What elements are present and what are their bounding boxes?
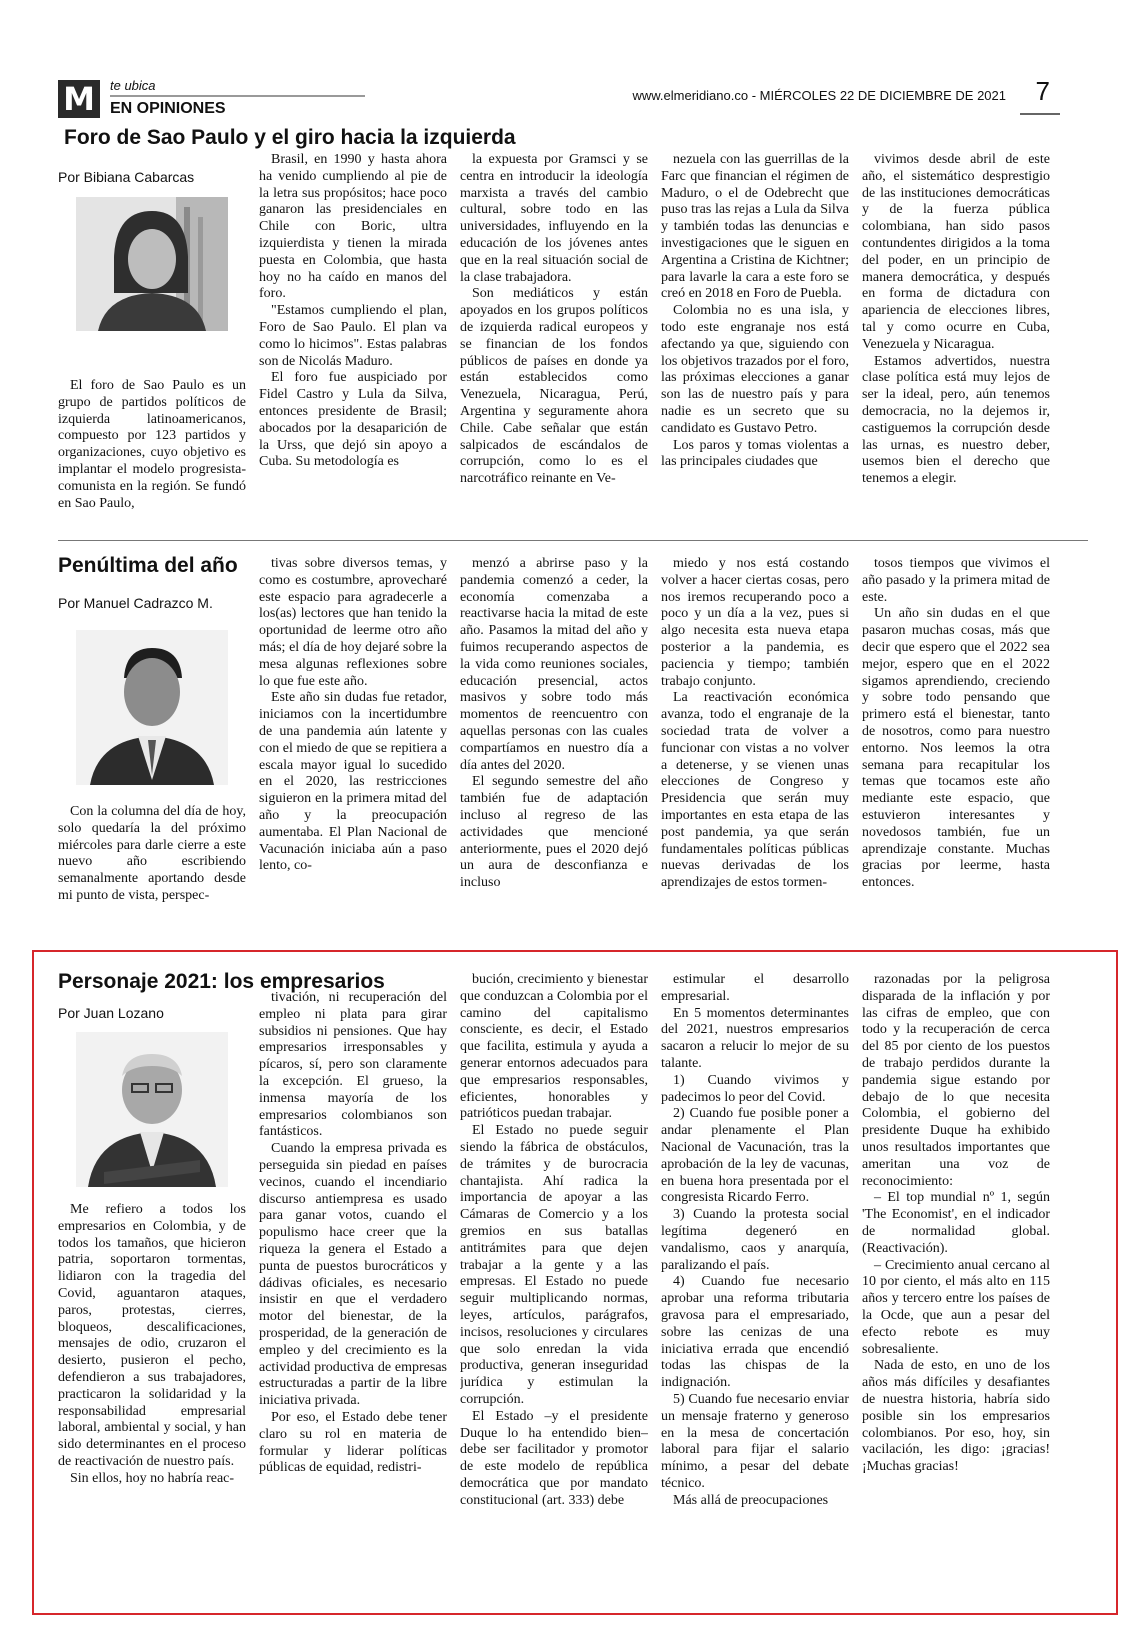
article-column — [862, 556, 1050, 929]
article-title: Personaje 2021: los empresarios — [58, 970, 385, 993]
author-photo — [76, 197, 228, 331]
date-line: www.elmeridiano.co - MIÉRCOLES 22 DE DICIEMBRE DE 2021 — [632, 88, 1006, 103]
paragraph: El foro fue auspiciado por Fidel Castro y Lula da Silva, entonces presidente de Brasil; abocados por la desaparición de la Urss, que dejó sin apoyo a Cuba. Su metodología es — [259, 370, 447, 470]
page-header — [58, 76, 1088, 120]
paragraph: 3) Cuando la protesta social legítima degeneró en vandalismo, caos y anarquía, paralizando el país. — [661, 1207, 849, 1273]
paragraph: razonadas por la peligrosa disparada de la inflación y por las cifras de empleo, que con todo y la recuperación de cerca del 85 por ciento de los puestos de trabajo perdidos durante la pandemia sigue estando por debajo de lo que necesita Colombia, el gobierno del presidente Duque ha exhibido unos resultados importantes que ameritan una voz de reconocimiento: — [862, 972, 1050, 1189]
paragraph: Nada de esto, en uno de los años más difíciles y desafiantes de nuestra historia, habría sido posible sin los empresarios colombianos. Por eso, hoy, sin vacilación, les digo: ¡gracias! ¡Muchas gracias! — [862, 1358, 1050, 1475]
article-column — [460, 556, 648, 929]
tagline-top: te ubica — [110, 78, 156, 93]
paragraph: Colombia no es una isla, y todo este engranaje nos está afectando ya que, siguiendo con los objetivos trazados por el foro, las próximas elecciones a ganar son las de nuestro país y para nadie es un secreto que su candidato es Gustavo Petro. — [661, 303, 849, 436]
article-byline: Por Juan Lozano — [58, 1005, 164, 1021]
paragraph: tivas sobre diversos temas, y como es costumbre, aprovecharé este espacio para agradecerle a los(as) lectores que han tenido la oportunidad de leerme otro año más; el día de hoy dejaré sobre la mesa algunas reflexiones sobre lo que fue este año. — [259, 556, 447, 689]
article-column — [661, 152, 849, 524]
paragraph: En 5 momentos determinantes del 2021, nuestros empresarios sacaron a relucir lo mejor de su talante. — [661, 1005, 849, 1071]
article-column — [259, 990, 447, 1597]
author-portrait-image — [76, 1032, 228, 1187]
paragraph: la expuesta por Gramsci y se centra en introducir la ideología marxista a través del cambio cultural, sobre todo en las universidades, influyendo en la educación de los jóvenes antes que en la real situación social de la clase trabajadora. — [460, 152, 648, 285]
article-byline: Por Manuel Cadrazco M. — [58, 595, 213, 611]
paragraph: El segundo semestre del año también fue de adaptación incluso al regreso de las actividades que mencioné anteriormente, pues el 2020 dejó un aura de desconfianza e incluso — [460, 774, 648, 891]
article-column — [460, 972, 648, 1597]
paragraph: Con la columna del día de hoy, solo quedaría la del próximo miércoles para darle cierre a este nuevo año escribiendo semanalmente aportando desde mi punto de vista, perspec- — [58, 804, 246, 903]
paragraph: El Estado no puede seguir siendo la fábrica de obstáculos, de trámites y de burocracia chantajista. Ahí radica la importancia de apoyar a las Cámaras de Comercio y a los gremios en sus batallas antitrámites para que dejen trabajar a la gente y a las empresas. El Estado no puede seguir multiplicando normas, leyes, artículos, parágrafos, incisos, resoluciones y circulares que solo enredan la vida productiva, generan inseguridad jurídica y estimulan la corrupción. — [460, 1123, 648, 1407]
paragraph: 1) Cuando vivimos y padecimos lo peor del Covid. — [661, 1072, 849, 1105]
paragraph: Este año sin dudas fue retador, iniciamos con la incertidumbre de una pandemia aún latente y con el miedo de que se repitiera a escala mayor igual lo sucedido en el 2020, las restricciones siguieron en la primera mitad del año y la preocupación aumentaba. El Plan Nacional de Vacunación iniciaba aún a paso lento, co- — [259, 690, 447, 874]
paragraph: Brasil, en 1990 y hasta ahora ha venido cumpliendo al pie de la letra sus propósitos; hace poco ganaron las presidenciales en Chile con Boric, ultra izquierdista y tienen la mirada puesta en Colombia, que hasta hoy no ha caído en manos del foro. — [259, 152, 447, 302]
article-column — [862, 152, 1050, 524]
article-penultima-del-ano — [58, 552, 1088, 937]
article-column — [460, 152, 648, 524]
paragraph: vivimos desde abril de este año, el sistemático desprestigio de las instituciones democráticas y de la fuerza pública colombiana, han sido pasos contundentes dirigidos a la toma del poder, en un principio de manera democrática, y después en forma de dictadura con apariencia de elecciones libres, tal y como ocurre en Cuba, Venezuela y Nicaragua. — [862, 152, 1050, 352]
paragraph: bución, crecimiento y bienestar que conduzcan a Colombia por el camino del capitalismo consciente, es decir, el Estado que facilita, estimula y ayuda a generar entornos adecuados para que empresarios responsables, eficientes, honorables y patrióticos puedan trabajar. — [460, 972, 648, 1122]
paragraph: estimular el desarrollo empresarial. — [661, 972, 849, 1004]
newspaper-logo: M — [58, 80, 100, 118]
page-number-underline — [1020, 113, 1060, 115]
paragraph: Por eso, el Estado debe tener claro su rol en materia de formular y liderar políticas públicas de equidad, redistri- — [259, 1409, 447, 1476]
tagline-divider — [110, 95, 365, 97]
paragraph: 4) Cuando fue necesario aprobar una reforma tributaria gravosa para el empresariado, sobre las cenizas de una iniciativa errada que encendió todas las chispas de la indignación. — [661, 1274, 849, 1391]
paragraph: 2) Cuando fue posible poner a andar plenamente el Plan Nacional de Vacunación, tras la aprobación de la ley de vacunas, en buena hora presentada por el congresista Ricardo Ferro. — [661, 1106, 849, 1206]
section-label: EN OPINIONES — [110, 100, 226, 117]
paragraph: "Estamos cumpliendo el plan, Foro de Sao Paulo. El plan va como lo hicimos". Estas palabras son de Nicolás Maduro. — [259, 303, 447, 369]
article-column — [259, 152, 447, 524]
paragraph: miedo y nos está costando volver a hacer ciertas cosas, pero nos iremos recuperando poco a poco y un día a la vez, pues si algo necesita esta nueva etapa posterior a la pandemia, es paciencia y tiempo; también trabajo conjunto. — [661, 556, 849, 689]
article-title: Penúltima del año — [58, 554, 238, 577]
page-number: 7 — [1035, 76, 1050, 106]
article-title: Foro de Sao Paulo y el giro hacia la izquierda — [64, 126, 516, 149]
article-column — [58, 804, 246, 929]
article-column — [58, 378, 246, 523]
paragraph: – Crecimiento anual cercano al 10 por ciento, el más alto en 115 años y tercero entre los países de la Ocde, que aun a pesar del efecto rebote es muy sobresaliente. — [862, 1257, 1050, 1357]
paragraph: menzó a abrirse paso y la pandemia comenzó a ceder, la economía comenzaba a reactivarse hacia la mitad de este año. Pasamos la mitad del año y fuimos recuperando aspectos de la vida como reuniones sociales, educación presencial, actos masivos y sobre todo más momentos de reencuentro con aquellas personas con las cuales compartíamos en nuestro día a día antes del 2020. — [460, 556, 648, 773]
paragraph: El Estado –y el presidente Duque lo ha entendido bien– debe ser facilitador y promotor de este modelo de república democrática que por mandato constitucional (art. 333) debe — [460, 1408, 648, 1508]
paragraph: Los paros y tomas violentas a las principales ciudades que — [661, 437, 849, 470]
paragraph: Estamos advertidos, nuestra clase política está muy lejos de ser la ideal, pero, aún tenemos democracia, no la dejemos ir, castiguemos la corrupción desde las urnas, es nuestro deber, usemos bien el derecho que tenemos a elegir. — [862, 353, 1050, 487]
author-photo — [76, 630, 228, 785]
paragraph: Me refiero a todos los empresarios en Colombia, y de todos los tamaños, que hicieron patria, soportaron tormentas, lidiaron con la tragedia del Covid, aguantaron ataques, paros, protestas, cierres, bloqueos, descalificaciones, mensajes de odio, cruzaron el desierto, pusieron el pecho, defendieron a sus trabajadores, practicaron la solidaridad y la responsabilidad empresarial laboral, ambiental y social, y han sido determinantes en el proceso de reactivación de nuestro país. — [58, 1202, 246, 1469]
paragraph: Sin ellos, hoy no habría reac- — [70, 1470, 235, 1486]
paragraph: tivación, ni recuperación del empleo ni plata para girar subsidios ni pensiones. Que hay empresarios irresponsables y pícaros, sí, pero son claramente la excepción. El grueso, la inmensa mayoría de los empresarios colombianos son fantásticos. — [259, 990, 447, 1140]
paragraph: nezuela con las guerrillas de la Farc que financian el régimen de Maduro, o el de Odebrecht que puso tras las rejas a Lula da Silva y también todas las denuncias e investigaciones que le siguen en Argentina a Cristina de Kichtner; para lavarle la cara a este foro se creó en 2018 en Foro de Puebla. — [661, 152, 849, 302]
paragraph: – El top mundial nº 1, según 'The Economist', en el indicador de normalidad global. (Reactivación). — [862, 1190, 1050, 1256]
article-personaje-2021 — [58, 970, 1088, 1605]
article-column — [259, 556, 447, 929]
paragraph: Más allá de preocupaciones — [673, 1492, 829, 1508]
article-column — [862, 972, 1050, 1597]
author-photo — [76, 1032, 228, 1187]
section-divider — [58, 540, 1088, 541]
article-column — [661, 972, 849, 1597]
paragraph: Cuando la empresa privada es perseguida sin piedad en países vecinos, cuando el incendiario discurso antiempresa es usado para ganar votos, cuando el populismo hace creer que la riqueza la genera el Estado a punta de puestos burocráticos y dádivas oficiales, es necesario insistir en que el verdadero motor del bienestar, de la prosperidad, de la generación de empleo y del crecimiento es la actividad productiva de empresas estructuradas a partir de la libre iniciativa privada. — [259, 1141, 447, 1409]
article-foro-sao-paulo — [58, 126, 1088, 536]
paragraph: 5) Cuando fue necesario enviar un mensaje fraterno y generoso en la mesa de concertación laboral para fijar el salario mínimo, a pesar del debate técnico. — [661, 1391, 849, 1491]
author-portrait-image — [76, 630, 228, 785]
author-portrait-image — [76, 197, 228, 331]
paragraph: El foro de Sao Paulo es un grupo de partidos políticos de izquierda latinoamericanos, compuesto por 123 partidos y organizaciones, cuyo objetivo es implantar el modelo progresista-comunista en la región. Se fundó en Sao Paulo, — [58, 378, 246, 511]
paragraph: Son mediáticos y están apoyados en los grupos políticos de izquierda radical europeos y se financian de los fondos públicos de países en donde ya están establecidos como Venezuela, Nicaragua, Perú, Argentina y seguramente ahora Chile. Cabe señalar que están salpicados de escándalos de corrupción, como lo es el narcotráfico reinante en Ve- — [460, 286, 648, 487]
paragraph: tosos tiempos que vivimos el año pasado y la primera mitad de este. — [862, 556, 1050, 605]
article-column — [661, 556, 849, 929]
paragraph: Un año sin dudas en el que pasaron muchas cosas, más que decir que espero que el 2022 sea mejor, espero que en el 2022 sigamos aprendiendo, creciendo y sobre todo pensando que primero está el bienestar, tanto de nosotros, como para nuestro entorno. Nos leemos la otra semana para recapitular los temas que tocamos este año mediante este espacio, que estuvieron interesantes y novedosos también, fue un aprendizaje constante. Muchas gracias por leerme, hasta entonces. — [862, 606, 1050, 891]
article-column — [58, 1202, 246, 1597]
paragraph: La reactivación económica avanza, todo el engranaje de la sociedad trata de volver a funcionar con vistas a no volver a detenerse, y se vienen unas elecciones de Congreso y Presidencia que serán muy importantes en esta etapa de las post pandemia, ya que serán fundamentales políticas públicas nuevas derivadas de los aprendizajes de estos tormen- — [661, 690, 849, 891]
article-byline: Por Bibiana Cabarcas — [58, 169, 195, 185]
